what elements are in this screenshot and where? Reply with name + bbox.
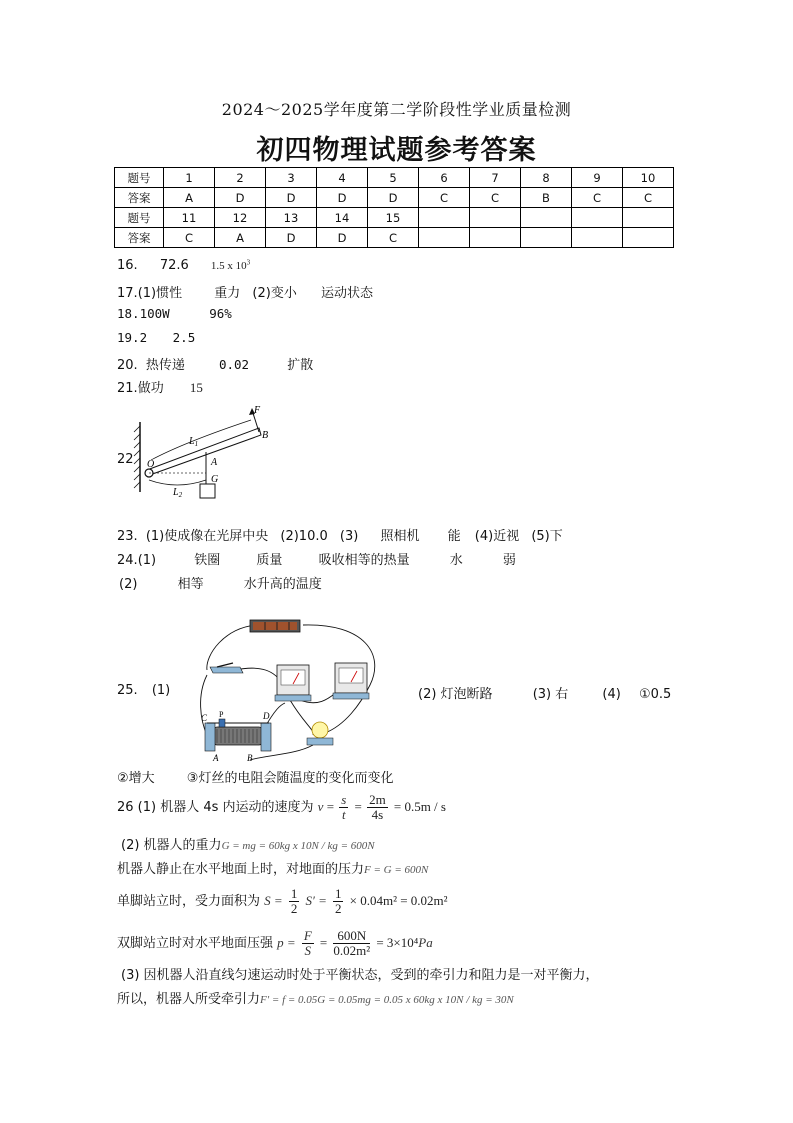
- table-cell: C: [164, 228, 215, 248]
- table-row: [115, 228, 674, 248]
- label-F: F: [254, 405, 261, 416]
- q26-equals: =: [319, 935, 328, 950]
- battery: [250, 620, 300, 632]
- table-cell: 10: [623, 168, 674, 188]
- table-cell: [521, 208, 572, 228]
- table-cell: 14: [317, 208, 368, 228]
- q19-line: [117, 330, 195, 345]
- q26-part-3b-text: 所以，机器人所受牵引力: [117, 992, 261, 1007]
- q18-number: 18.: [117, 306, 140, 321]
- table-cell: 答案: [115, 188, 164, 208]
- q26-part-2c: [117, 887, 448, 916]
- switch[interactable]: [210, 663, 243, 673]
- q24-part-1: (1): [137, 553, 157, 568]
- q26-pressure-force: F = G = 600N: [364, 864, 429, 876]
- q23-answer-1: (1)使成像在光屏中央: [145, 529, 269, 544]
- q17-number: 17.: [117, 286, 138, 301]
- q19-answer-2: 2.5: [172, 330, 196, 345]
- q25-answer-4: ①0.5: [638, 687, 672, 702]
- q16-number: 16.: [117, 258, 138, 273]
- q23-answer-6: (4)近视: [474, 529, 520, 544]
- q26-fraction-st: [339, 793, 348, 822]
- q24-line-2: [119, 573, 322, 592]
- weight-block: [200, 484, 215, 498]
- q16-answer-1: 72.6: [159, 258, 189, 273]
- q25-answer-6: ③灯丝的电阻会随温度的变化而变化: [186, 771, 394, 786]
- q24-answer-1: 铁圈: [194, 553, 221, 568]
- q26-part-2b: [117, 858, 428, 877]
- q26-speed-result: = 0.5m / s: [393, 799, 446, 814]
- l2-brace: [149, 480, 206, 485]
- q25-answer-3: (3) 右: [532, 687, 569, 702]
- table-cell: [470, 228, 521, 248]
- table-cell: D: [368, 188, 419, 208]
- table-cell: 12: [215, 208, 266, 228]
- label-A: A: [213, 753, 219, 763]
- table-cell: [572, 228, 623, 248]
- q23-number: 23.: [117, 529, 138, 544]
- q17-line: [117, 282, 373, 301]
- q26-half-fraction: [289, 887, 300, 916]
- q26-pressure-p: p =: [277, 935, 296, 950]
- q26-part-2d: [117, 929, 433, 958]
- page-title: 初四物理试题参考答案: [256, 135, 537, 166]
- fraction-denominator: 0.02m²: [333, 943, 371, 958]
- table-cell: 答案: [115, 228, 164, 248]
- q26-v: v: [317, 799, 324, 814]
- q20-answer-1: 热传递: [145, 358, 185, 373]
- q19-answer-1: 2: [139, 330, 148, 345]
- table-cell: 3: [266, 168, 317, 188]
- q21-line: [117, 377, 203, 396]
- q17-answer-2: 重力: [214, 286, 241, 301]
- fraction-denominator: t: [342, 807, 346, 822]
- table-cell: [623, 208, 674, 228]
- q26-traction-formula: F′ = f = 0.05G = 0.05mg = 0.05 x 60kg x 10N / kg = 30N: [260, 994, 514, 1006]
- q18-answer-1: 100W: [139, 306, 170, 321]
- table-row: [115, 208, 674, 228]
- q26-pressure-unit: Pa: [418, 935, 433, 950]
- table-cell: 6: [419, 168, 470, 188]
- label-L2-main: L: [173, 487, 179, 498]
- q17-answer-1: (1)惯性: [137, 286, 183, 301]
- q23-answer-3: (3): [339, 529, 359, 544]
- lever-bar: [147, 428, 261, 476]
- table-cell: A: [215, 228, 266, 248]
- q16-answer-2: [211, 260, 250, 272]
- q26-area-s: S =: [264, 893, 283, 908]
- q18-line: [117, 306, 232, 321]
- bulb: [307, 722, 333, 745]
- table-cell: 11: [164, 208, 215, 228]
- q24-number: 24.: [117, 553, 138, 568]
- q21-number: 21.: [117, 381, 138, 396]
- answer-table: [114, 167, 674, 248]
- q16-answer-2-base: 1.5 x 10: [210, 260, 247, 272]
- q23-answer-4: 照相机: [380, 529, 420, 544]
- table-cell: 2: [215, 168, 266, 188]
- q26-part-3: (3) 因机器人沿直线匀速运动时处于平衡状态，受到的牵引力和阻力是一对平衡力，: [121, 968, 599, 983]
- table-cell: C: [368, 228, 419, 248]
- q23-answer-5: 能: [447, 529, 461, 544]
- q22-number: 22: [117, 452, 134, 467]
- q26-part-2d-text: 双脚站立时对水平地面压强: [117, 936, 274, 951]
- table-row: [115, 168, 674, 188]
- label-L2-sub: 2: [178, 491, 183, 499]
- q26-area-s-prime: S′ =: [305, 893, 327, 908]
- rheostat[interactable]: [205, 719, 271, 751]
- fraction-numerator: 2m: [369, 792, 386, 807]
- q23-line: [117, 525, 563, 544]
- q24-answer-2: 质量: [256, 553, 283, 568]
- q24-line-1: [117, 549, 516, 568]
- q20-answer-3: 扩散: [287, 358, 314, 373]
- q21-answer-2: 15: [189, 380, 203, 395]
- q17-answer-3: (2)变小: [252, 286, 297, 301]
- table-cell: 13: [266, 208, 317, 228]
- table-cell: B: [521, 188, 572, 208]
- table-cell: C: [419, 188, 470, 208]
- table-cell: 题号: [115, 168, 164, 188]
- fraction-numerator: s: [341, 792, 347, 807]
- table-row: [115, 188, 674, 208]
- q26-part-2-text: (2) 机器人的重力: [121, 838, 222, 853]
- q26-area-result: × 0.04m² = 0.02m²: [349, 893, 448, 908]
- q20-answer-2: 0.02: [218, 357, 250, 372]
- q20-number: 20.: [117, 358, 138, 373]
- fraction-numerator: 600N: [333, 929, 370, 944]
- table-cell: [419, 208, 470, 228]
- q26-fraction-values: [367, 793, 388, 822]
- fraction-numerator: 1: [290, 886, 298, 901]
- q23-answer-7: (5)下: [531, 529, 563, 544]
- table-cell: [572, 208, 623, 228]
- table-cell: D: [266, 228, 317, 248]
- table-cell: 8: [521, 168, 572, 188]
- ammeter: [275, 665, 311, 701]
- label-L1-sub: 1: [194, 440, 199, 448]
- q25-line: [117, 683, 170, 698]
- table-cell: D: [317, 228, 368, 248]
- fraction-denominator: 2: [334, 901, 342, 916]
- label-B: B: [247, 753, 253, 763]
- table-cell: D: [215, 188, 266, 208]
- q26-pressure-result: = 3×10⁴: [376, 935, 419, 950]
- fraction-denominator: 4s: [371, 807, 384, 822]
- q16-answer-2-exp: 3: [246, 258, 251, 267]
- table-cell: A: [164, 188, 215, 208]
- q17-answer-4: 运动状态: [320, 286, 373, 301]
- table-cell: [419, 228, 470, 248]
- table-cell: 4: [317, 168, 368, 188]
- q26-part-2b-text: 机器人静止在水平地面上时，对地面的压力: [117, 862, 365, 877]
- table-cell: 1: [164, 168, 215, 188]
- label-C: C: [201, 713, 208, 723]
- q25-answer-4-prefix: (4): [602, 687, 621, 702]
- label-L1: [188, 436, 198, 448]
- fraction-numerator: F: [303, 928, 312, 943]
- label-L1-main: L: [189, 436, 195, 447]
- wire: [290, 700, 313, 735]
- label-G: G: [211, 474, 219, 485]
- lever-diagram: [125, 400, 285, 505]
- q26-part-2: [121, 834, 375, 853]
- q25-answers-right: [418, 683, 671, 702]
- q26-part-3b: [117, 988, 514, 1007]
- label-D: D: [263, 711, 270, 721]
- table-cell: 7: [470, 168, 521, 188]
- fraction-numerator: 1: [334, 886, 342, 901]
- q26-part-2c-text: 单脚站立时，受力面积为: [117, 894, 261, 909]
- q24-answer-7: 水升高的温度: [243, 577, 322, 592]
- table-cell: D: [266, 188, 317, 208]
- label-B: B: [262, 430, 269, 441]
- q25-part-1: (1): [151, 683, 171, 698]
- q24-answer-4: 水: [449, 553, 463, 568]
- q24-answer-3: 吸收相等的热量: [318, 553, 410, 568]
- q18-answer-2: 96%: [209, 306, 232, 321]
- table-cell: [521, 228, 572, 248]
- label-O: O: [147, 459, 155, 470]
- exam-subtitle: 2024～2025学年度第二学阶段性学业质量检测: [221, 100, 572, 119]
- table-cell: 9: [572, 168, 623, 188]
- q24-part-2: (2): [119, 577, 138, 592]
- q23-answer-2: (2)10.0: [280, 529, 328, 544]
- q25-number: 25.: [117, 683, 138, 698]
- q19-number: 19.: [117, 330, 140, 345]
- q26-fs-fraction: [302, 929, 314, 958]
- q26-part-1: 26 (1) 机器人 4s 内运动的速度为 v = $\frac{s}{t}$ = $\frac{2m}{4s}$ = 0.5m / s: [117, 792, 446, 822]
- table-cell: C: [623, 188, 674, 208]
- wire: [235, 668, 283, 685]
- q25-answer-5: ②增大: [117, 771, 155, 786]
- circuit-diagram: [195, 615, 385, 765]
- table-cell: [470, 208, 521, 228]
- fraction-denominator: S: [304, 943, 312, 958]
- fraction-denominator: 2: [290, 901, 298, 916]
- table-cell: 15: [368, 208, 419, 228]
- label-A: A: [211, 457, 218, 468]
- table-cell: C: [470, 188, 521, 208]
- table-cell: [623, 228, 674, 248]
- table-cell: D: [317, 188, 368, 208]
- q24-answer-5: 弱: [502, 553, 516, 568]
- q26-part-1-text: 26 (1) 机器人 4s 内运动的速度为: [117, 800, 314, 815]
- label-P: P: [219, 710, 224, 719]
- wall-hatching: [134, 426, 140, 488]
- q26-value-fraction: [333, 929, 370, 958]
- q25-line-2: [117, 767, 393, 786]
- q20-line: [117, 354, 313, 373]
- table-cell: 5: [368, 168, 419, 188]
- q26-weight-formula: G = mg = 60kg x 10N / kg = 600N: [221, 840, 375, 852]
- q25-answer-2: (2) 灯泡断路: [418, 687, 493, 702]
- q21-answer-1: 做功: [137, 381, 164, 396]
- label-L2: [172, 487, 183, 499]
- table-cell: C: [572, 188, 623, 208]
- q16-line: [117, 258, 250, 273]
- q24-answer-6: 相等: [177, 577, 204, 592]
- q26-half-fraction-2: [333, 887, 344, 916]
- wire: [250, 745, 313, 760]
- table-cell: 题号: [115, 208, 164, 228]
- voltmeter: [333, 663, 369, 699]
